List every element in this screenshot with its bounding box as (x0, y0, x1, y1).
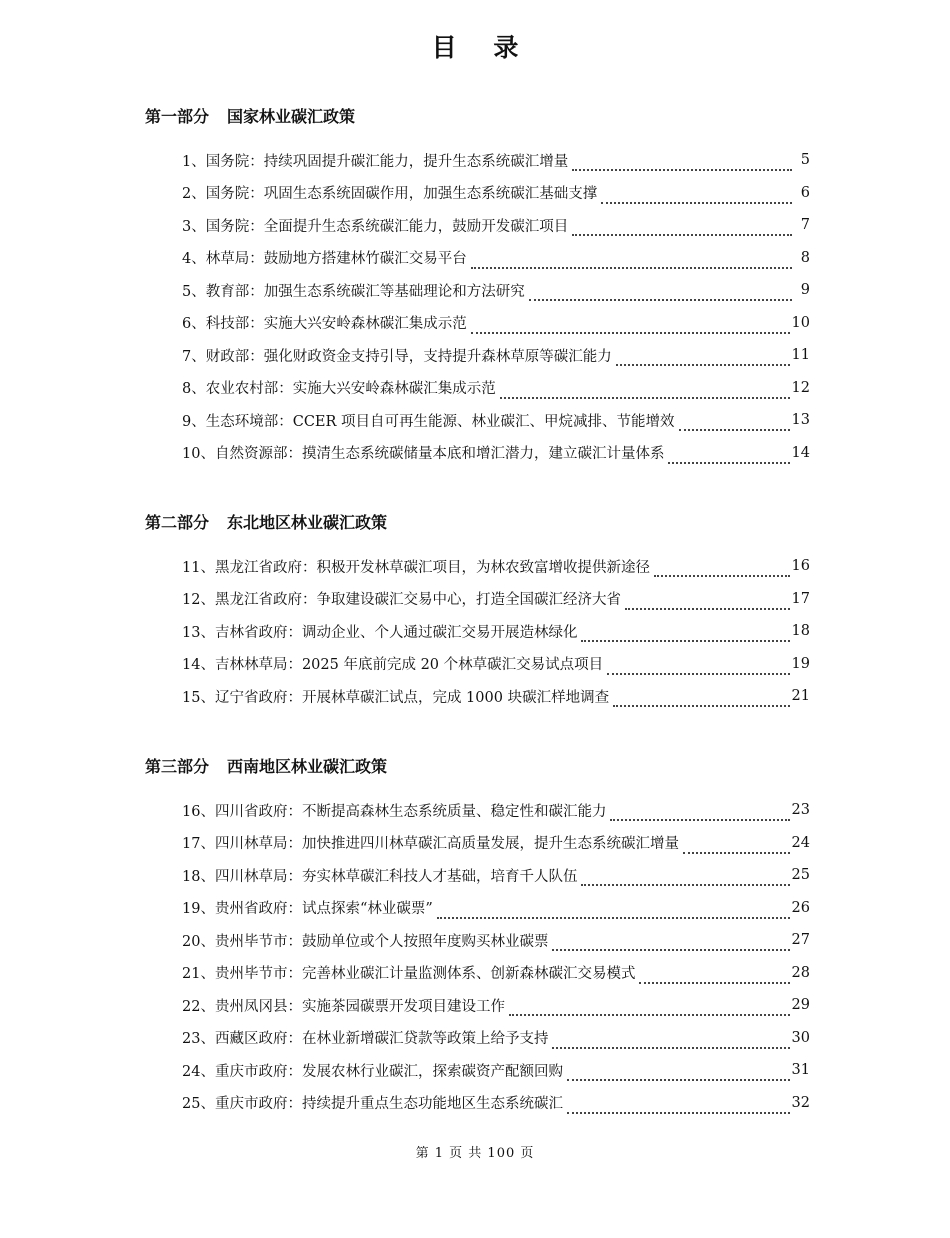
dot-leader (567, 1098, 790, 1114)
dot-leader (572, 220, 792, 236)
toc-entry-text: 财政部：强化财政资金支持引导，支持提升森林草原等碳汇能力 (205, 348, 612, 365)
toc-entry-number: 14、 (182, 657, 215, 674)
toc-entry-text: 四川林草局：加快推进四川林草碳汇高质量发展，提升生态系统碳汇增量 (214, 836, 679, 853)
toc-entry-title (182, 588, 623, 609)
toc-entry-page-number: 32 (791, 1094, 810, 1111)
toc-entry[interactable] (145, 680, 810, 713)
toc-entry-number: 12、 (182, 592, 215, 609)
toc-entry-text: 教育部：加强生态系统碳汇等基础理论和方法研究 (205, 283, 525, 300)
toc-entry-number: 20、 (182, 933, 215, 950)
page-title: 目 录 (431, 33, 533, 62)
toc-entry-text: 四川省政府：不断提高森林生态系统质量、稳定性和碳汇能力 (214, 803, 607, 820)
section-name: 西南地区林业碳汇政策 (227, 757, 388, 776)
dot-leader (610, 805, 789, 821)
toc-entry-text: 国务院：全面提升生态系统碳汇能力，鼓励开发碳汇项目 (205, 218, 569, 235)
toc-entry-title (182, 280, 527, 301)
toc-entry-title (182, 182, 599, 203)
toc-entry-page-number: 26 (791, 899, 810, 916)
dot-leader (552, 935, 789, 951)
toc-entry-number: 21、 (182, 966, 215, 983)
toc-section-2 (145, 510, 810, 713)
toc-entry-title (182, 962, 637, 983)
toc-entry[interactable] (145, 924, 810, 957)
toc-entry[interactable] (145, 372, 810, 405)
toc-entry-title (182, 865, 579, 886)
toc-entry[interactable] (145, 892, 810, 925)
toc-entry-text: 重庆市政府：发展农林行业碳汇，探索碳资产配额回购 (214, 1063, 563, 1080)
toc-entry-page-number: 21 (791, 688, 810, 705)
toc-entry-text: 国务院：巩固生态系统固碳作用，加强生态系统碳汇基础支撑 (205, 186, 598, 203)
dot-leader (437, 903, 790, 919)
toc-entry[interactable] (145, 242, 810, 275)
toc-entry-text: 四川林草局：夯实林草碳汇科技人才基础，培育千人队伍 (214, 868, 578, 885)
toc-entry-page-number: 19 (791, 655, 810, 672)
toc-entry[interactable] (145, 794, 810, 827)
toc-entry-text: 贵州毕节市：完善林业碳汇计量监测体系、创新森林碳汇交易模式 (214, 966, 636, 983)
toc-entry-number: 7、 (182, 348, 206, 365)
toc-entry-page-number: 14 (791, 444, 810, 461)
toc-entry-page-number: 18 (791, 623, 810, 640)
toc-entry-page-number: 11 (791, 347, 810, 364)
dot-leader (625, 594, 790, 610)
toc-entry-page-number: 17 (791, 590, 810, 607)
toc-entry-number: 3、 (182, 218, 206, 235)
toc-entry-number: 19、 (182, 901, 215, 918)
toc-entry-page-number: 6 (800, 184, 810, 201)
toc-entry-page-number: 16 (791, 558, 810, 575)
dot-leader (639, 968, 789, 984)
toc-entry-text: 吉林省政府：调动企业、个人通过碳汇交易开展造林绿化 (214, 624, 578, 641)
toc-entry[interactable] (145, 1054, 810, 1087)
toc-entry-number: 25、 (182, 1096, 215, 1113)
toc-entry-title (182, 832, 681, 853)
toc-entry-title (182, 995, 507, 1016)
toc-entry[interactable] (145, 1022, 810, 1055)
toc-entry-page-number: 10 (791, 314, 810, 331)
toc-entry-text: 吉林林草局：2025 年底前完成 20 个林草碳汇交易试点项目 (214, 657, 604, 674)
toc-entry[interactable] (145, 177, 810, 210)
toc-entry-text: 贵州省政府：试点探索“林业碳票” (214, 901, 433, 918)
dot-leader (613, 691, 789, 707)
toc-entry-title (182, 897, 435, 918)
toc-entry-page-number: 24 (791, 834, 810, 851)
toc-entry-page-number: 5 (800, 152, 810, 169)
toc-entry[interactable] (145, 989, 810, 1022)
toc-section-1 (145, 104, 810, 469)
toc-entry[interactable] (145, 404, 810, 437)
toc-entry-page-number: 25 (791, 867, 810, 884)
toc-entry-text: 贵州凤冈县：实施茶园碳票开发项目建设工作 (214, 998, 505, 1015)
toc-entry[interactable] (145, 859, 810, 892)
dot-leader (581, 626, 789, 642)
toc-entry-page-number: 13 (791, 412, 810, 429)
toc-section-3 (145, 754, 810, 1119)
toc-entry[interactable] (145, 827, 810, 860)
toc-entry-number: 15、 (182, 689, 215, 706)
toc-entry-title (182, 150, 570, 171)
toc-entry[interactable] (145, 209, 810, 242)
toc-entry-number: 11、 (182, 559, 215, 576)
dot-leader (529, 285, 792, 301)
toc-entry[interactable] (145, 437, 810, 470)
toc-entry-page-number: 28 (791, 964, 810, 981)
toc-entry[interactable] (145, 550, 810, 583)
section-name: 国家林业碳汇政策 (227, 107, 356, 126)
toc-entry-number: 5、 (182, 283, 206, 300)
toc-entry-number: 24、 (182, 1063, 215, 1080)
toc-entry-title (182, 345, 614, 366)
dot-leader (683, 838, 790, 854)
dot-leader (509, 1000, 790, 1016)
dot-leader (471, 318, 790, 334)
dot-leader (601, 188, 792, 204)
toc-entry[interactable] (145, 1087, 810, 1120)
toc-entry[interactable] (145, 339, 810, 372)
toc-entry-title (182, 215, 570, 236)
section-heading[interactable] (145, 510, 810, 536)
toc-entry[interactable] (145, 144, 810, 177)
toc-entry-number: 22、 (182, 998, 215, 1015)
dot-leader (616, 350, 790, 366)
toc-entry-text: 贵州毕节市：鼓励单位或个人按照年度购买林业碳票 (214, 933, 549, 950)
dot-leader (572, 155, 792, 171)
toc-entry-number: 23、 (182, 1031, 215, 1048)
toc-entry-number: 13、 (182, 624, 215, 641)
toc-entry-title (182, 1092, 565, 1113)
toc-entry-title (182, 556, 652, 577)
toc-entry-text: 重庆市政府：持续提升重点生态功能地区生态系统碳汇 (214, 1096, 563, 1113)
toc-entry-text: 自然资源部：摸清生态系统碳储量本底和增汇潜力，建立碳汇计量体系 (214, 446, 665, 463)
toc-entry-number: 6、 (182, 316, 206, 333)
toc-entry[interactable] (145, 957, 810, 990)
toc-entry-text: 生态环境部：CCER 项目自可再生能源、林业碳汇、甲烷减排、节能增效 (205, 413, 675, 430)
toc-entry-number: 2、 (182, 186, 206, 203)
toc-entry-title (182, 653, 605, 674)
toc-entry-text: 林草局：鼓励地方搭建林竹碳汇交易平台 (205, 251, 467, 268)
toc-entry[interactable] (145, 615, 810, 648)
toc-entry[interactable] (145, 307, 810, 340)
toc-entry-page-number: 29 (791, 997, 810, 1014)
toc-entry[interactable] (145, 583, 810, 616)
toc-entry-page-number: 9 (800, 282, 810, 299)
toc-entry-page-number: 31 (791, 1062, 810, 1079)
toc-entry-number: 16、 (182, 803, 215, 820)
toc-entry-number: 17、 (182, 836, 215, 853)
toc-entry-text: 农业农村部：实施大兴安岭森林碳汇集成示范 (205, 381, 496, 398)
section-name: 东北地区林业碳汇政策 (227, 513, 388, 532)
toc-entry-page-number: 30 (791, 1029, 810, 1046)
toc-entry[interactable] (145, 648, 810, 681)
section-label: 第三部分 (145, 757, 210, 776)
toc-entry-page-number: 27 (791, 932, 810, 949)
toc-entry-title (182, 1027, 550, 1048)
toc-entry-title (182, 1060, 565, 1081)
section-label: 第一部分 (145, 107, 210, 126)
toc-entry-text: 辽宁省政府：开展林草碳汇试点，完成 1000 块碳汇样地调查 (214, 689, 610, 706)
dot-leader (500, 383, 790, 399)
toc-entry-page-number: 7 (800, 217, 810, 234)
toc-entry-title (182, 442, 666, 463)
dot-leader (607, 659, 789, 675)
toc-entry-text: 西藏区政府：在林业新增碳汇贷款等政策上给予支持 (214, 1031, 549, 1048)
dot-leader (471, 253, 792, 269)
toc-entry-title (182, 377, 498, 398)
section-label: 第二部分 (145, 513, 210, 532)
toc-entry-text: 黑龙江省政府：积极开发林草碳汇项目，为林农致富增收提供新途径 (214, 559, 650, 576)
dot-leader (581, 870, 789, 886)
toc-entry-title (182, 686, 611, 707)
toc-entry-number: 8、 (182, 381, 206, 398)
toc-entry-page-number: 23 (791, 802, 810, 819)
section-heading[interactable] (145, 754, 810, 780)
toc-entry-number: 4、 (182, 251, 206, 268)
dot-leader (567, 1065, 790, 1081)
dot-leader (654, 561, 790, 577)
dot-leader (552, 1033, 789, 1049)
toc-entry-title (182, 621, 579, 642)
toc-entry-title (182, 930, 550, 951)
toc-entry-title (182, 247, 469, 268)
toc-entry-number: 10、 (182, 446, 215, 463)
section-heading[interactable] (145, 104, 810, 130)
toc-entry-number: 9、 (182, 413, 206, 430)
toc-entry-text: 黑龙江省政府：争取建设碳汇交易中心，打造全国碳汇经济大省 (214, 592, 621, 609)
dot-leader (679, 415, 790, 431)
toc-entry-number: 18、 (182, 868, 215, 885)
page-footer: 第 1 页 共 100 页 (415, 1146, 535, 1161)
toc-entry-number: 1、 (182, 153, 206, 170)
toc-entry-text: 国务院：持续巩固提升碳汇能力，提升生态系统碳汇增量 (205, 153, 569, 170)
toc-entry-page-number: 8 (800, 249, 810, 266)
toc-entry-page-number: 12 (791, 379, 810, 396)
dot-leader (668, 448, 789, 464)
toc-entry-text: 科技部：实施大兴安岭森林碳汇集成示范 (205, 316, 467, 333)
toc-entry-title (182, 410, 677, 431)
toc-entry-title (182, 312, 469, 333)
toc-entry[interactable] (145, 274, 810, 307)
toc-entry-title (182, 800, 608, 821)
